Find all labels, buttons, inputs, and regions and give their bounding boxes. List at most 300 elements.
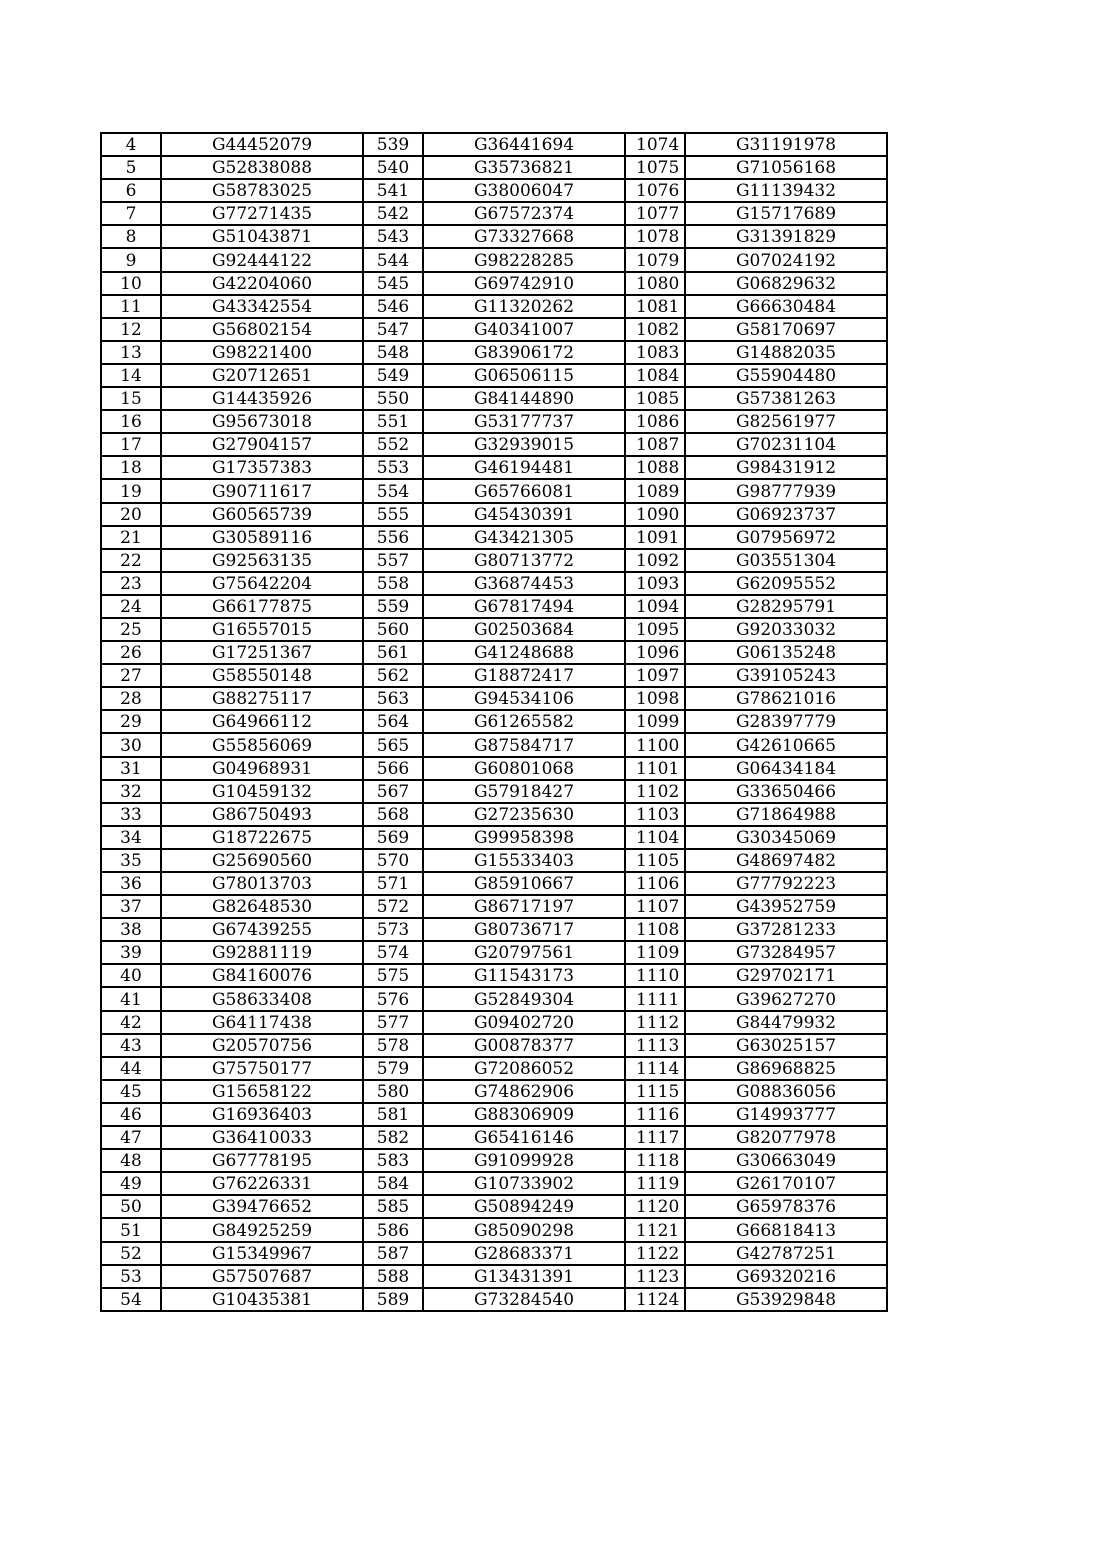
code-cell: G82077978: [685, 1126, 887, 1149]
code-cell: G06506115: [423, 364, 625, 387]
row-number-cell: 1124: [625, 1288, 685, 1311]
code-cell: G28295791: [685, 595, 887, 618]
code-cell: G65978376: [685, 1195, 887, 1218]
row-number-cell: 14: [101, 364, 161, 387]
row-number-cell: 555: [363, 503, 423, 526]
code-cell: G09402720: [423, 1011, 625, 1034]
row-number-cell: 584: [363, 1172, 423, 1195]
code-cell: G92563135: [161, 549, 363, 572]
table-row: [101, 987, 887, 1010]
row-number-cell: 32: [101, 780, 161, 803]
code-cell: G92444122: [161, 248, 363, 271]
code-cell: G57918427: [423, 780, 625, 803]
table-row: [101, 156, 887, 179]
row-number-cell: 588: [363, 1265, 423, 1288]
row-number-cell: 1097: [625, 664, 685, 687]
row-number-cell: 22: [101, 549, 161, 572]
code-cell: G16936403: [161, 1103, 363, 1126]
code-cell: G15349967: [161, 1242, 363, 1265]
row-number-cell: 20: [101, 503, 161, 526]
code-cell: G11543173: [423, 964, 625, 987]
code-cell: G51043871: [161, 225, 363, 248]
code-cell: G73327668: [423, 225, 625, 248]
row-number-cell: 30: [101, 733, 161, 756]
row-number-cell: 28: [101, 687, 161, 710]
row-number-cell: 576: [363, 987, 423, 1010]
table-row: [101, 641, 887, 664]
code-cell: G39105243: [685, 664, 887, 687]
code-cell: G86717197: [423, 895, 625, 918]
code-cell: G57507687: [161, 1265, 363, 1288]
table-row: [101, 964, 887, 987]
row-number-cell: 1123: [625, 1265, 685, 1288]
code-cell: G43952759: [685, 895, 887, 918]
row-number-cell: 25: [101, 618, 161, 641]
table-row: [101, 225, 887, 248]
code-cell: G80713772: [423, 549, 625, 572]
code-cell: G66630484: [685, 295, 887, 318]
row-number-cell: 1084: [625, 364, 685, 387]
row-number-cell: 554: [363, 479, 423, 502]
code-cell: G33650466: [685, 780, 887, 803]
code-cell: G90711617: [161, 479, 363, 502]
row-number-cell: 573: [363, 918, 423, 941]
code-cell: G85910667: [423, 872, 625, 895]
row-number-cell: 570: [363, 849, 423, 872]
row-number-cell: 1101: [625, 757, 685, 780]
row-number-cell: 1107: [625, 895, 685, 918]
row-number-cell: 34: [101, 826, 161, 849]
row-number-cell: 13: [101, 341, 161, 364]
code-cell: G55904480: [685, 364, 887, 387]
row-number-cell: 572: [363, 895, 423, 918]
code-cell: G69742910: [423, 272, 625, 295]
row-number-cell: 41: [101, 987, 161, 1010]
table-row: [101, 941, 887, 964]
row-number-cell: 1092: [625, 549, 685, 572]
row-number-cell: 580: [363, 1080, 423, 1103]
row-number-cell: 552: [363, 433, 423, 456]
table-row: [101, 1242, 887, 1265]
row-number-cell: 19: [101, 479, 161, 502]
code-cell: G58633408: [161, 987, 363, 1010]
row-number-cell: 1104: [625, 826, 685, 849]
table-row: [101, 387, 887, 410]
code-cell: G38006047: [423, 179, 625, 202]
code-cell: G15533403: [423, 849, 625, 872]
code-cell: G63025157: [685, 1034, 887, 1057]
row-number-cell: 35: [101, 849, 161, 872]
row-number-cell: 1115: [625, 1080, 685, 1103]
row-number-cell: 1117: [625, 1126, 685, 1149]
code-cell: G44452079: [161, 133, 363, 156]
code-cell: G20797561: [423, 941, 625, 964]
row-number-cell: 547: [363, 318, 423, 341]
row-number-cell: 574: [363, 941, 423, 964]
code-cell: G58550148: [161, 664, 363, 687]
code-cell: G70231104: [685, 433, 887, 456]
table-row: [101, 918, 887, 941]
code-cell: G76226331: [161, 1172, 363, 1195]
row-number-cell: 21: [101, 526, 161, 549]
code-cell: G65766081: [423, 479, 625, 502]
row-number-cell: 583: [363, 1149, 423, 1172]
code-cell: G71056168: [685, 156, 887, 179]
row-number-cell: 48: [101, 1149, 161, 1172]
code-cell: G15717689: [685, 202, 887, 225]
code-cell: G07024192: [685, 248, 887, 271]
row-number-cell: 1109: [625, 941, 685, 964]
code-cell: G88275117: [161, 687, 363, 710]
row-number-cell: 5: [101, 156, 161, 179]
code-cell: G86968825: [685, 1057, 887, 1080]
code-cell: G42787251: [685, 1242, 887, 1265]
code-cell: G46194481: [423, 456, 625, 479]
table-row: [101, 1288, 887, 1311]
row-number-cell: 575: [363, 964, 423, 987]
table-row: [101, 364, 887, 387]
table-row: [101, 1172, 887, 1195]
code-cell: G62095552: [685, 572, 887, 595]
row-number-cell: 1074: [625, 133, 685, 156]
row-number-cell: 558: [363, 572, 423, 595]
code-cell: G67778195: [161, 1149, 363, 1172]
row-number-cell: 1102: [625, 780, 685, 803]
table-row: [101, 1034, 887, 1057]
code-cell: G94534106: [423, 687, 625, 710]
table-row: [101, 503, 887, 526]
code-cell: G11320262: [423, 295, 625, 318]
table-row: [101, 133, 887, 156]
row-number-cell: 27: [101, 664, 161, 687]
code-cell: G27904157: [161, 433, 363, 456]
code-cell: G61265582: [423, 710, 625, 733]
row-number-cell: 23: [101, 572, 161, 595]
code-cell: G75642204: [161, 572, 363, 595]
code-cell: G13431391: [423, 1265, 625, 1288]
code-cell: G67439255: [161, 918, 363, 941]
row-number-cell: 568: [363, 803, 423, 826]
table-row: [101, 248, 887, 271]
row-number-cell: 1086: [625, 410, 685, 433]
code-cell: G32939015: [423, 433, 625, 456]
table-row: [101, 526, 887, 549]
code-cell: G36874453: [423, 572, 625, 595]
row-number-cell: 1088: [625, 456, 685, 479]
row-number-cell: 551: [363, 410, 423, 433]
code-cell: G78621016: [685, 687, 887, 710]
code-cell: G65416146: [423, 1126, 625, 1149]
row-number-cell: 1089: [625, 479, 685, 502]
code-cell: G18872417: [423, 664, 625, 687]
row-number-cell: 1108: [625, 918, 685, 941]
row-number-cell: 557: [363, 549, 423, 572]
row-number-cell: 562: [363, 664, 423, 687]
row-number-cell: 540: [363, 156, 423, 179]
code-cell: G10435381: [161, 1288, 363, 1311]
code-cell: G84144890: [423, 387, 625, 410]
code-cell: G42610665: [685, 733, 887, 756]
code-cell: G31191978: [685, 133, 887, 156]
code-cell: G40341007: [423, 318, 625, 341]
code-cell: G10459132: [161, 780, 363, 803]
table-row: [101, 1011, 887, 1034]
code-cell: G45430391: [423, 503, 625, 526]
code-cell: G43421305: [423, 526, 625, 549]
row-number-cell: 1111: [625, 987, 685, 1010]
row-number-cell: 38: [101, 918, 161, 941]
row-number-cell: 563: [363, 687, 423, 710]
code-cell: G88306909: [423, 1103, 625, 1126]
row-number-cell: 550: [363, 387, 423, 410]
code-cell: G66818413: [685, 1218, 887, 1241]
table-row: [101, 318, 887, 341]
row-number-cell: 549: [363, 364, 423, 387]
row-number-cell: 548: [363, 341, 423, 364]
code-cell: G74862906: [423, 1080, 625, 1103]
code-cell: G03551304: [685, 549, 887, 572]
code-cell: G77271435: [161, 202, 363, 225]
code-cell: G82648530: [161, 895, 363, 918]
row-number-cell: 1077: [625, 202, 685, 225]
table-row: [101, 341, 887, 364]
code-cell: G14882035: [685, 341, 887, 364]
row-number-cell: 1080: [625, 272, 685, 295]
row-number-cell: 571: [363, 872, 423, 895]
code-cell: G06829632: [685, 272, 887, 295]
table-body: [101, 133, 887, 1311]
code-cell: G30345069: [685, 826, 887, 849]
table-row: [101, 895, 887, 918]
row-number-cell: 15: [101, 387, 161, 410]
code-cell: G69320216: [685, 1265, 887, 1288]
row-number-cell: 9: [101, 248, 161, 271]
row-number-cell: 50: [101, 1195, 161, 1218]
code-cell: G84479932: [685, 1011, 887, 1034]
code-cell: G67572374: [423, 202, 625, 225]
code-cell: G84160076: [161, 964, 363, 987]
row-number-cell: 1098: [625, 687, 685, 710]
row-number-cell: 53: [101, 1265, 161, 1288]
table-row: [101, 1218, 887, 1241]
table-row: [101, 618, 887, 641]
table-row: [101, 1195, 887, 1218]
row-number-cell: 49: [101, 1172, 161, 1195]
code-cell: G98431912: [685, 456, 887, 479]
row-number-cell: 17: [101, 433, 161, 456]
row-number-cell: 567: [363, 780, 423, 803]
row-number-cell: 1119: [625, 1172, 685, 1195]
code-cell: G73284540: [423, 1288, 625, 1311]
code-cell: G14435926: [161, 387, 363, 410]
row-number-cell: 1103: [625, 803, 685, 826]
code-cell: G66177875: [161, 595, 363, 618]
row-number-cell: 1114: [625, 1057, 685, 1080]
row-number-cell: 1083: [625, 341, 685, 364]
row-number-cell: 45: [101, 1080, 161, 1103]
row-number-cell: 31: [101, 757, 161, 780]
table-row: [101, 272, 887, 295]
code-cell: G36410033: [161, 1126, 363, 1149]
row-number-cell: 1106: [625, 872, 685, 895]
row-number-cell: 559: [363, 595, 423, 618]
row-number-cell: 587: [363, 1242, 423, 1265]
code-cell: G25690560: [161, 849, 363, 872]
code-cell: G11139432: [685, 179, 887, 202]
row-number-cell: 43: [101, 1034, 161, 1057]
code-cell: G99958398: [423, 826, 625, 849]
row-number-cell: 1078: [625, 225, 685, 248]
row-number-cell: 18: [101, 456, 161, 479]
code-cell: G30589116: [161, 526, 363, 549]
code-cell: G48697482: [685, 849, 887, 872]
row-number-cell: 541: [363, 179, 423, 202]
code-cell: G98228285: [423, 248, 625, 271]
table-row: [101, 433, 887, 456]
table-row: [101, 456, 887, 479]
row-number-cell: 578: [363, 1034, 423, 1057]
code-cell: G71864988: [685, 803, 887, 826]
table-row: [101, 202, 887, 225]
row-number-cell: 47: [101, 1126, 161, 1149]
code-cell: G77792223: [685, 872, 887, 895]
code-cell: G84925259: [161, 1218, 363, 1241]
code-cell: G20570756: [161, 1034, 363, 1057]
code-cell: G06923737: [685, 503, 887, 526]
table-row: [101, 826, 887, 849]
code-cell: G85090298: [423, 1218, 625, 1241]
row-number-cell: 4: [101, 133, 161, 156]
id-table: [100, 132, 888, 1312]
row-number-cell: 1091: [625, 526, 685, 549]
code-cell: G14993777: [685, 1103, 887, 1126]
code-cell: G60565739: [161, 503, 363, 526]
code-cell: G58170697: [685, 318, 887, 341]
row-number-cell: 1090: [625, 503, 685, 526]
row-number-cell: 26: [101, 641, 161, 664]
code-cell: G39627270: [685, 987, 887, 1010]
row-number-cell: 553: [363, 456, 423, 479]
row-number-cell: 46: [101, 1103, 161, 1126]
row-number-cell: 546: [363, 295, 423, 318]
row-number-cell: 544: [363, 248, 423, 271]
row-number-cell: 1120: [625, 1195, 685, 1218]
row-number-cell: 577: [363, 1011, 423, 1034]
code-cell: G08836056: [685, 1080, 887, 1103]
table-row: [101, 1149, 887, 1172]
code-cell: G35736821: [423, 156, 625, 179]
row-number-cell: 1113: [625, 1034, 685, 1057]
table-row: [101, 710, 887, 733]
row-number-cell: 561: [363, 641, 423, 664]
row-number-cell: 585: [363, 1195, 423, 1218]
code-cell: G91099928: [423, 1149, 625, 1172]
code-cell: G58783025: [161, 179, 363, 202]
code-cell: G20712651: [161, 364, 363, 387]
row-number-cell: 564: [363, 710, 423, 733]
row-number-cell: 11: [101, 295, 161, 318]
code-cell: G95673018: [161, 410, 363, 433]
row-number-cell: 1082: [625, 318, 685, 341]
code-cell: G31391829: [685, 225, 887, 248]
table-row: [101, 479, 887, 502]
table-row: [101, 780, 887, 803]
table-row: [101, 1103, 887, 1126]
row-number-cell: 1112: [625, 1011, 685, 1034]
row-number-cell: 29: [101, 710, 161, 733]
row-number-cell: 33: [101, 803, 161, 826]
row-number-cell: 581: [363, 1103, 423, 1126]
row-number-cell: 10: [101, 272, 161, 295]
code-cell: G06135248: [685, 641, 887, 664]
row-number-cell: 1100: [625, 733, 685, 756]
row-number-cell: 1085: [625, 387, 685, 410]
row-number-cell: 52: [101, 1242, 161, 1265]
code-cell: G30663049: [685, 1149, 887, 1172]
table-row: [101, 572, 887, 595]
row-number-cell: 16: [101, 410, 161, 433]
table-row: [101, 803, 887, 826]
code-cell: G75750177: [161, 1057, 363, 1080]
row-number-cell: 1096: [625, 641, 685, 664]
row-number-cell: 1095: [625, 618, 685, 641]
code-cell: G16557015: [161, 618, 363, 641]
row-number-cell: 8: [101, 225, 161, 248]
row-number-cell: 44: [101, 1057, 161, 1080]
code-cell: G64117438: [161, 1011, 363, 1034]
row-number-cell: 560: [363, 618, 423, 641]
code-cell: G56802154: [161, 318, 363, 341]
code-cell: G07956972: [685, 526, 887, 549]
row-number-cell: 1076: [625, 179, 685, 202]
row-number-cell: 6: [101, 179, 161, 202]
row-number-cell: 24: [101, 595, 161, 618]
table-row: [101, 410, 887, 433]
row-number-cell: 51: [101, 1218, 161, 1241]
row-number-cell: 36: [101, 872, 161, 895]
row-number-cell: 1110: [625, 964, 685, 987]
row-number-cell: 12: [101, 318, 161, 341]
code-cell: G26170107: [685, 1172, 887, 1195]
code-cell: G18722675: [161, 826, 363, 849]
row-number-cell: 1121: [625, 1218, 685, 1241]
code-cell: G41248688: [423, 641, 625, 664]
table-row: [101, 595, 887, 618]
row-number-cell: 556: [363, 526, 423, 549]
row-number-cell: 569: [363, 826, 423, 849]
code-cell: G64966112: [161, 710, 363, 733]
code-cell: G78013703: [161, 872, 363, 895]
code-cell: G92881119: [161, 941, 363, 964]
code-cell: G87584717: [423, 733, 625, 756]
row-number-cell: 1094: [625, 595, 685, 618]
code-cell: G98777939: [685, 479, 887, 502]
row-number-cell: 1105: [625, 849, 685, 872]
code-cell: G52838088: [161, 156, 363, 179]
code-cell: G37281233: [685, 918, 887, 941]
code-cell: G55856069: [161, 733, 363, 756]
code-cell: G43342554: [161, 295, 363, 318]
code-cell: G83906172: [423, 341, 625, 364]
code-cell: G29702171: [685, 964, 887, 987]
row-number-cell: 37: [101, 895, 161, 918]
table-row: [101, 549, 887, 572]
code-cell: G15658122: [161, 1080, 363, 1103]
table-row: [101, 757, 887, 780]
table-row: [101, 179, 887, 202]
code-cell: G04968931: [161, 757, 363, 780]
code-cell: G28397779: [685, 710, 887, 733]
